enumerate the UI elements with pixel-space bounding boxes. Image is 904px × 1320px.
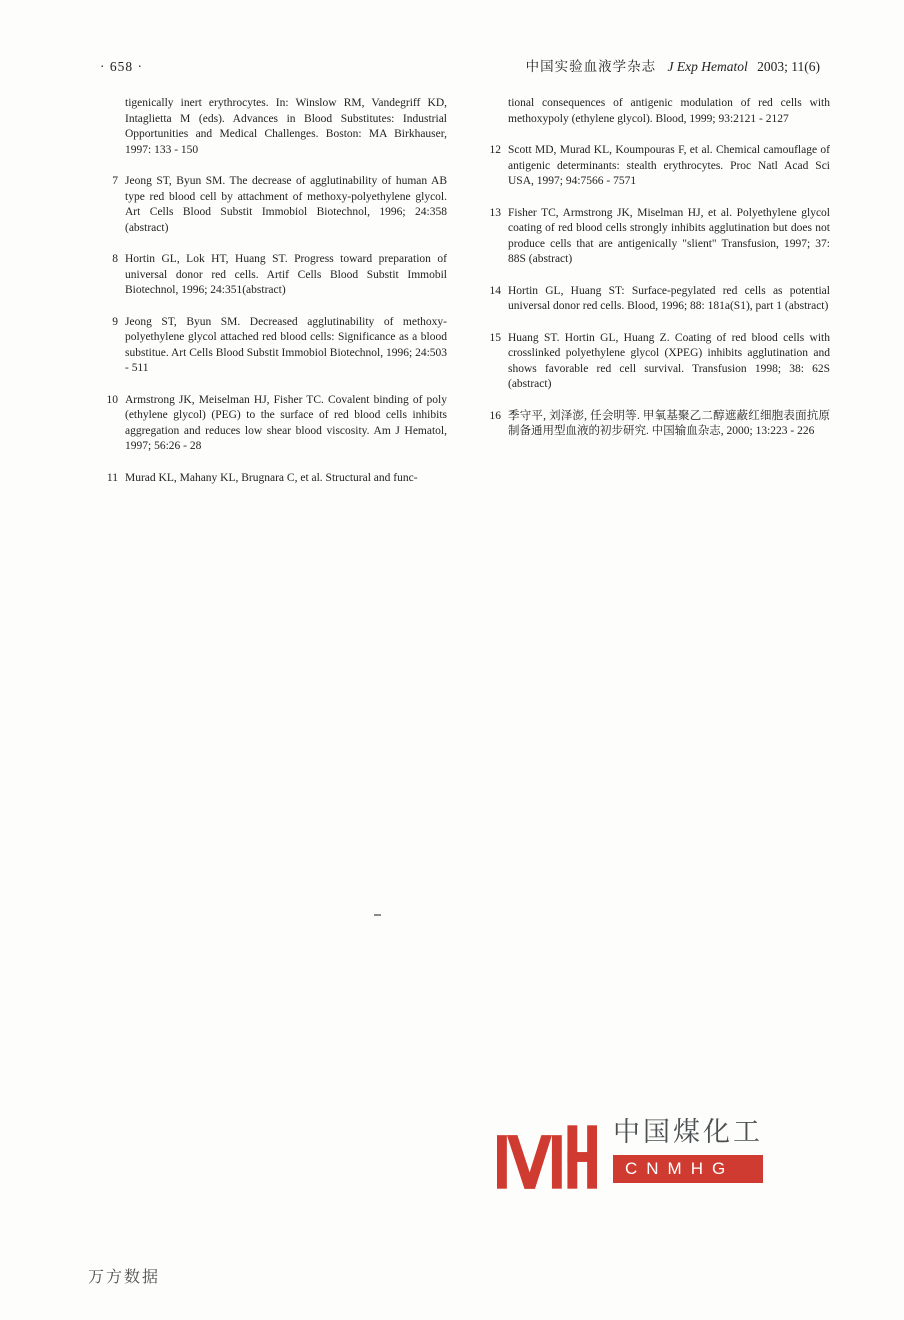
reference-number [483,96,501,127]
reference-item [483,284,830,315]
reference-text: 季守平, 刘泽澎, 任会明等. 甲氧基聚乙二醇遮蔽红细胞表面抗原制备通用型血液的初步研究. 中国输血杂志, 2000; 13:223 - 226 [508,409,830,437]
page-header [100,55,820,75]
reference-item [100,471,447,487]
reference-number: 16 [489,409,501,422]
logo-code: CNMHG [625,1158,735,1178]
reference-item [483,143,830,190]
reference-item [483,409,830,440]
reference-text: tional consequences of antigenic modulation of red cells with methoxypoly (ethylene glycol). Blood, 1999; 93:2121 - 2127 [508,97,830,125]
reference-number: 10 [106,393,118,406]
reference-text: Hortin GL, Lok HT, Huang ST. Progress toward preparation of universal donor red cells. Artif Cells Blood Substit Immobil Biotechnol, 1996; 24:351(abstract) [125,253,447,296]
journal-header [526,55,820,75]
reference-item [100,96,447,158]
reference-item [100,315,447,377]
reference-text: Hortin GL, Huang ST: Surface-pegylated red cells as potential universal donor red cells. Blood, 1996; 88: 181a(S1), part 1 (abstract) [508,284,830,312]
logo-code-box [613,1155,763,1183]
reference-number: 11 [106,471,118,484]
reference-text: Huang ST. Hortin GL, Huang Z. Coating of red blood cells with crosslinked polyethylene glycol (XPEG) inhibits agglutination and shows favorable red cell survival. Transfusion 1998; 38: 62S (abstract) [508,331,830,390]
scan-artifact [374,914,381,916]
reference-text: Jeong ST, Byun SM. The decrease of agglutinability of human AB type red blood cell by attachment of methoxy-polyethylene glycol. Art Cells Blood Substit Immobiol Biotechnol, 1996; 24:358 (abstract) [125,175,447,234]
reference-text: Jeong ST, Byun SM. Decreased agglutinability of methoxy-polyethylene glycol attached red blood cells: Significance as a blood substitue. Art Cells Blood Substit Immobiol Biotechnol, 1996; 24:503 - 511 [125,315,448,374]
page-number: · 658 · [100,59,143,74]
reference-number: 9 [112,315,118,328]
reference-number: 15 [489,331,501,344]
reference-item [483,96,830,127]
reference-number [100,96,118,158]
reference-item [100,393,447,455]
references-section [100,96,830,502]
journal-title-cn: 中国实验血液学杂志 [525,59,657,74]
cnmhg-logo [497,1118,763,1196]
reference-item [100,174,447,236]
reference-item [483,331,830,393]
references-right-column [483,96,830,502]
reference-number: 13 [489,206,501,219]
logo-company-name: 中国煤化工 [613,1117,763,1147]
reference-item [100,252,447,299]
cnmhg-logo-mark-icon [497,1118,597,1196]
reference-text: tigenically inert erythrocytes. In: Winslow RM, Vandegriff KD, Intaglietta M (eds). Advances in Blood Substitutes: Industrial Opportunities and Medical Challenges. Boston: MA Birkhauser, 1997: 133 - 150 [125,97,447,156]
reference-text: Fisher TC, Armstrong JK, Miselman HJ, et al. Polyethylene glycol coating of red blood cells strongly inhibits agglutination but does not produce cells that are antigenically "slient" Transfusion, 1997; 37: 88S (abstract) [508,206,830,265]
watermark-wanfang: 万方数据 [88,1269,161,1286]
reference-number: 8 [112,253,118,265]
references-left-column [100,96,447,502]
journal-issue: 2003; 11(6) [757,59,820,74]
reference-number: 14 [489,284,501,297]
reference-number: 12 [489,144,501,156]
reference-text: Murad KL, Mahany KL, Brugnara C, et al. Structural and func- [125,471,418,484]
cnmhg-logo-text [613,1118,763,1183]
journal-title-en: J Exp Hematol [667,59,748,74]
reference-item [483,206,830,268]
reference-text: Armstrong JK, Meiselman HJ, Fisher TC. Covalent binding of poly (ethylene glycol) (PEG) to the surface of red blood cells inhibits aggregation and reduces low shear blood viscosity. Am J Hematol, 1997; 56:26 - 28 [125,393,447,452]
reference-text: Scott MD, Murad KL, Koumpouras F, et al. Chemical camouflage of antigenic determinants: stealth erythrocytes. Proc Natl Acad Sci USA, 1997; 94:7566 - 7571 [508,144,830,187]
reference-number: 7 [112,175,118,187]
